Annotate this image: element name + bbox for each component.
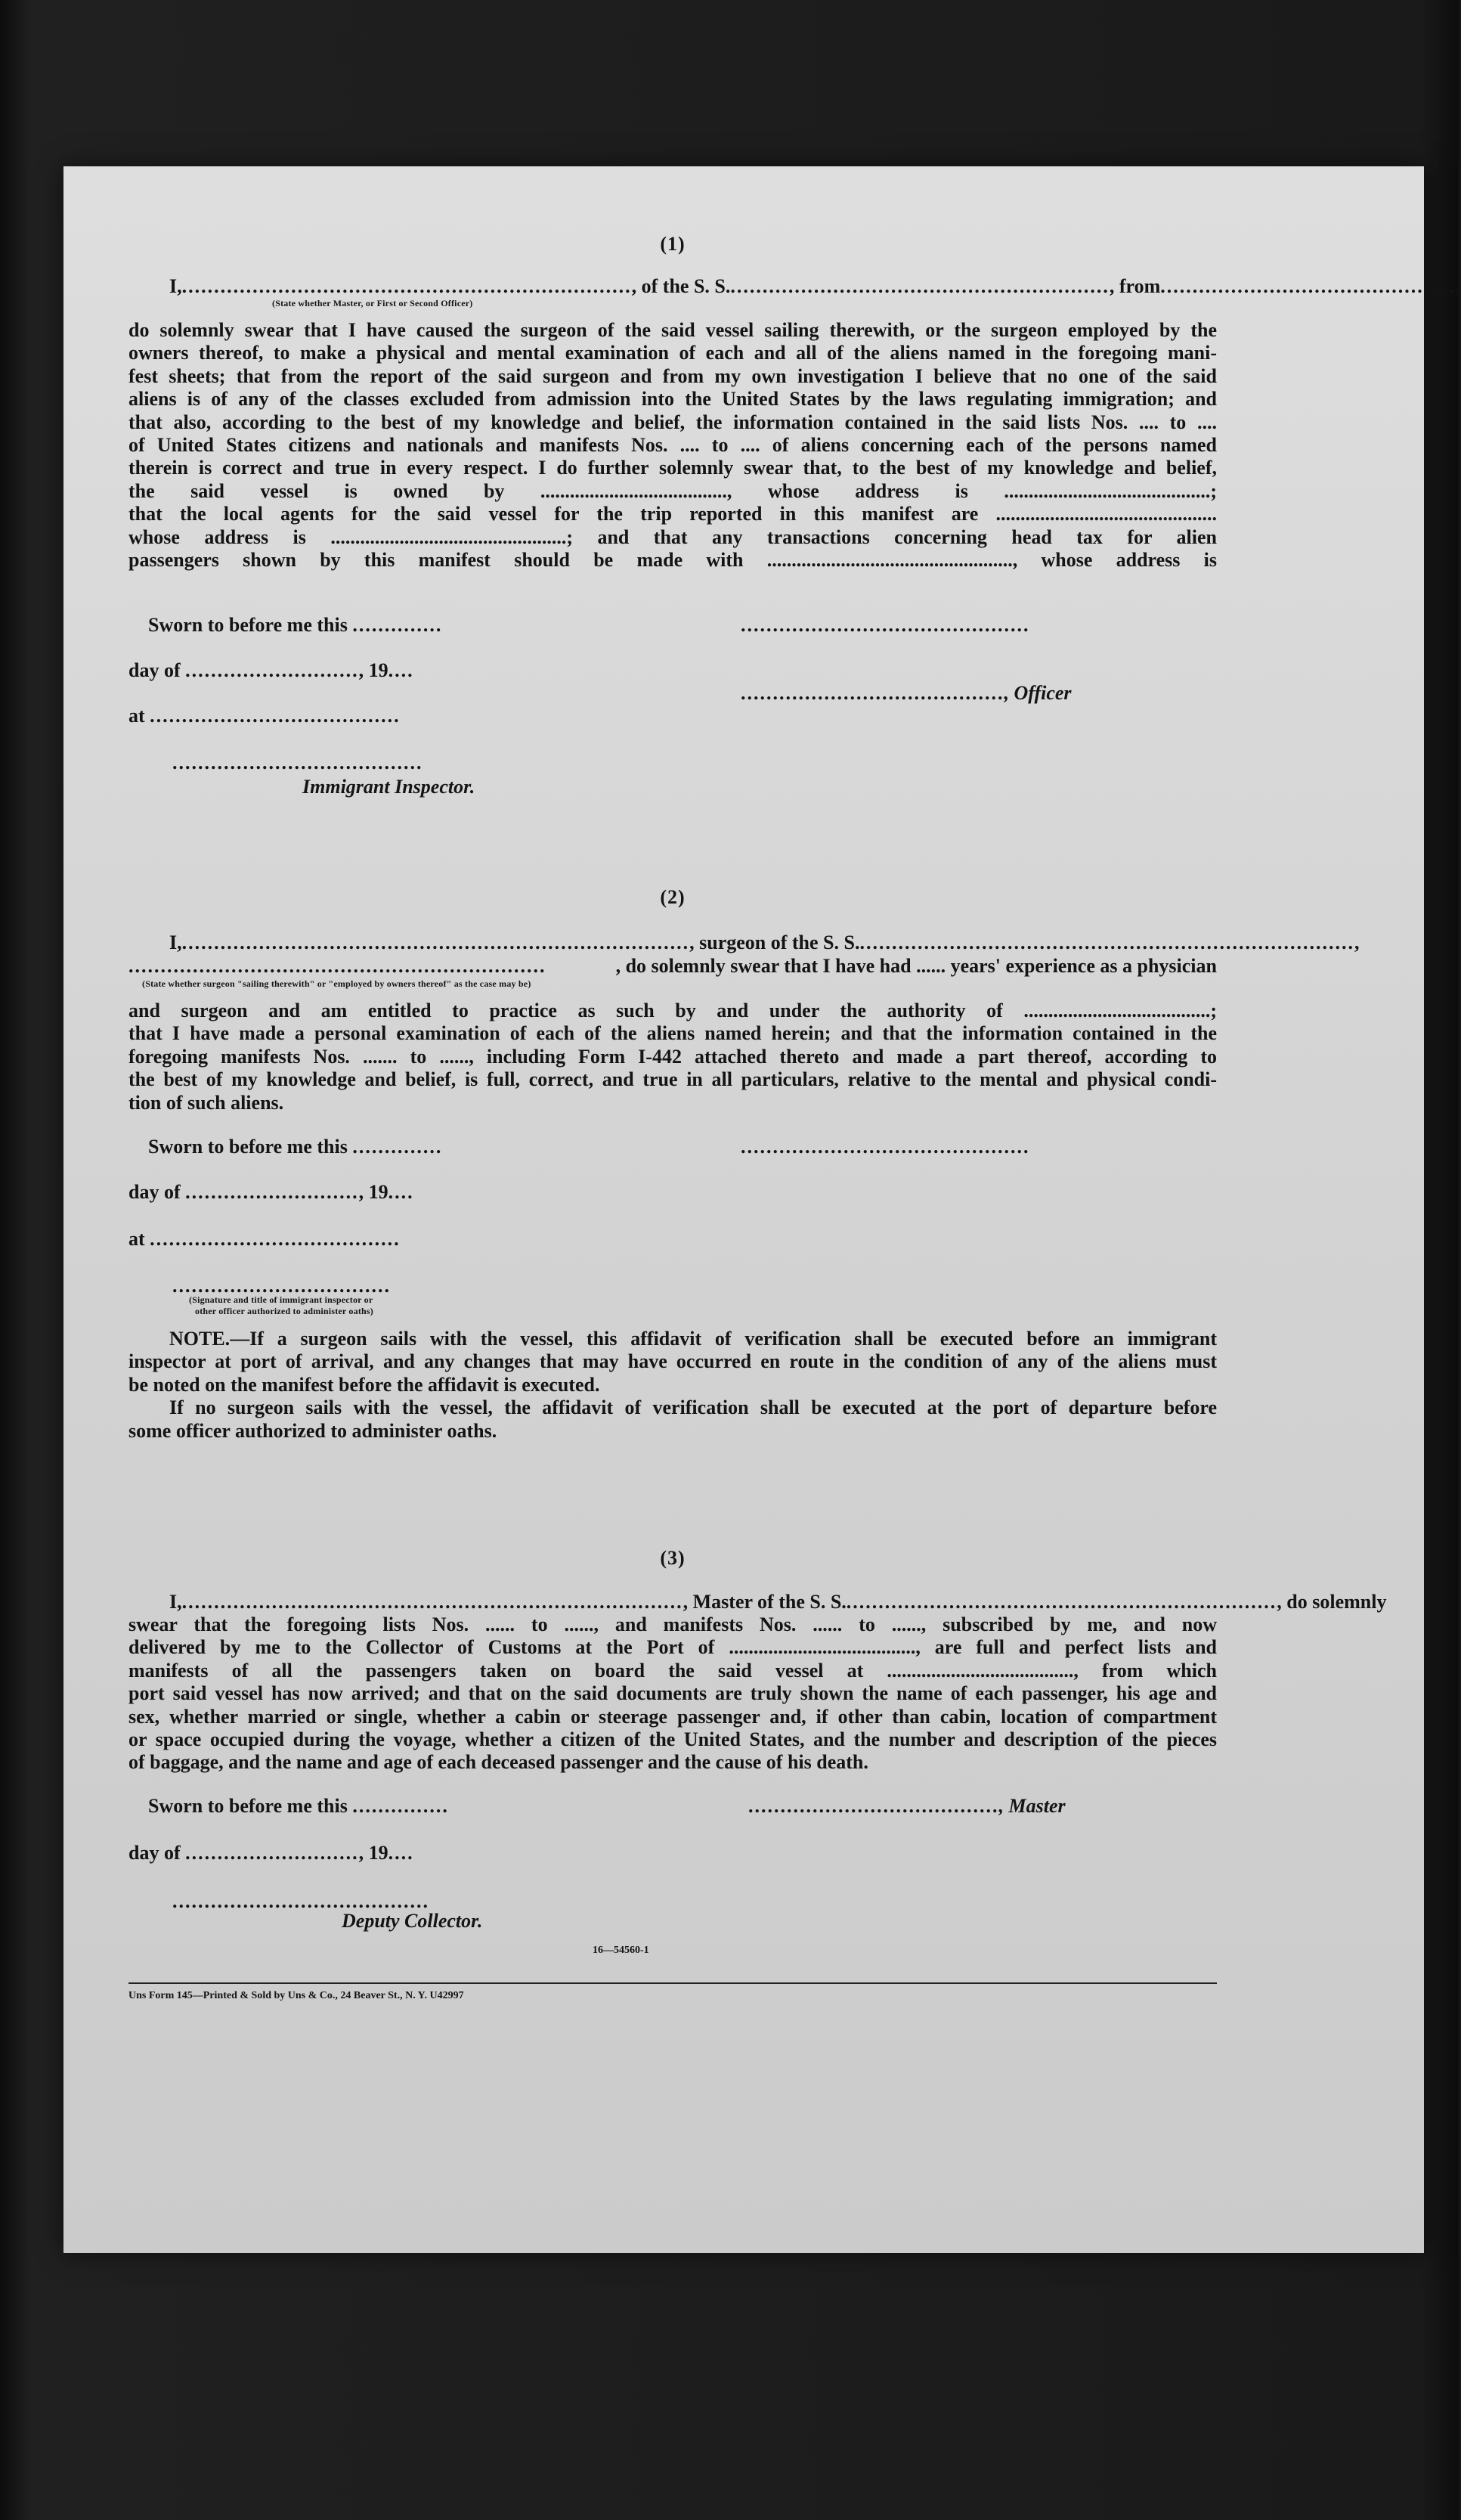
note-line: If no surgeon sails with the vessel, the affidavit of verification shall be executed at the port of departure before: [169, 1396, 1217, 1419]
oath-line: foregoing manifests Nos. ....... to ......, including Form I-442 attached thereto and made a part thereof, according to: [128, 1045, 1217, 1068]
oath-line: therein is correct and true in every respect. I do further solemnly swear that, to the best of my knowledge and belief,: [128, 457, 1217, 479]
note-line: some officer authorized to administer oaths.: [128, 1419, 497, 1442]
oath-line: the said vessel is owned by ......................................, whose address is ..........................................;: [128, 479, 1217, 502]
oath-line: of United States citizens and nationals and manifests Nos. .... to .... of aliens concerning each of the persons named: [128, 434, 1217, 457]
pronoun-i: I,: [169, 275, 182, 297]
note-line: inspector at port of arrival, and any changes that may have occurred en route in the condition of any of the aliens must: [128, 1350, 1217, 1373]
of-ss-label: , of the S. S.: [631, 275, 731, 297]
section-2-opening: I, ............................................................................... , surgeon of the S. S. ............................................................................. , ................................................................. , do solemnly swear that I have had ...... years' experience as a physician (State whether surgeon "sailing therewith" or "employed by owners thereof" as the case may be): [128, 931, 1360, 989]
sworn-label: Sworn to before me this: [148, 1795, 348, 1817]
oath-line: passengers shown by this manifest should be made with .................................................., whose address is: [128, 549, 1217, 572]
oath-line: that also, according to the best of my knowledge and belief, the information contained in the said lists Nos. .... to ....: [128, 411, 1217, 433]
note-line: —If a surgeon sails with the vessel, this affidavit of verification shall be executed before an immigrant: [230, 1328, 1217, 1350]
section-2-note: [128, 1328, 1217, 1443]
surgeon-note: (State whether surgeon "sailing therewith" or "employed by owners thereof" as the case may be): [142, 978, 531, 989]
section-3: [128, 1547, 1217, 1570]
do-solemnly-label: , do solemnly: [1277, 1591, 1387, 1613]
oath-line: owners thereof, to make a physical and mental examination of each and all of the aliens named in the foregoing mani-: [128, 342, 1217, 364]
day-of-label: day of: [128, 1842, 181, 1864]
pronoun-i: I,: [169, 1591, 182, 1613]
oath-line: whose address is ................................................; and that any transactions concerning head tax for alien: [128, 525, 1217, 548]
section-1: [128, 233, 1217, 256]
from-label: , from: [1109, 275, 1161, 297]
footer-rule: [128, 1982, 1217, 1984]
oath-line: aliens is of any of the classes excluded from admission into the United States by the laws regulating immigration; and: [128, 388, 1217, 411]
oath-line: or space occupied during the voyage, whether a citizen of the United States, and the number and description of the pieces: [128, 1728, 1217, 1751]
oath-line: fest sheets; that from the report of the said surgeon and from my own investigation I believe that no one of the said: [128, 364, 1217, 387]
surgeon-swear-line: , do solemnly swear that I have had ...... years' experience as a physician: [615, 954, 1217, 977]
master-label: , Master: [998, 1795, 1066, 1817]
section-3-opening: I, .............................................................................. , Master of the S. S. ................................................................... , do solemnly: [128, 1591, 1217, 1614]
oath-line: port said vessel has now arrived; and that on the said documents are truly shown the name of each passenger, his age and: [128, 1682, 1217, 1705]
sworn-label: Sworn to before me this: [148, 1136, 348, 1158]
officer-label: , Officer: [1004, 682, 1072, 704]
day-of-label: day of: [128, 1181, 181, 1203]
signature-note: (Signature and title of immigrant inspector or: [189, 1294, 373, 1305]
year-prefix: , 19: [358, 659, 388, 681]
at-label: at: [128, 1228, 145, 1250]
pronoun-i: I,: [169, 931, 182, 953]
signature-note: other officer authorized to administer oaths): [195, 1306, 373, 1316]
section-2-oath: [128, 1000, 1217, 1114]
note-line: be noted on the manifest before the affidavit is executed.: [128, 1373, 600, 1396]
oath-line: that I have made a personal examination of each of the aliens named herein; and that the information contained in the: [128, 1022, 1217, 1045]
oath-line: the best of my knowledge and belief, is full, correct, and true in all particulars, relative to the mental and physical condi-: [128, 1068, 1217, 1091]
oath-line: swear that the foregoing lists Nos. ...... to ......, and manifests Nos. ...... to ......, subscribed by me, and now: [128, 1613, 1217, 1635]
deputy-collector-label: Deputy Collector.: [342, 1910, 483, 1932]
at-label: at: [128, 705, 145, 727]
oath-line: of baggage, and the name and age of each deceased passenger and the cause of his death.: [128, 1751, 868, 1774]
form-code: 16—54560-1: [593, 1945, 649, 1956]
day-of-label: day of: [128, 659, 181, 681]
oath-line: and surgeon and am entitled to practice as such by and under the authority of ......................................;: [128, 1000, 1217, 1021]
section-1-oath: [128, 319, 1217, 572]
section-1-opening: I, ...................................................................... , of the S. S. ........................................................... , from .............................................. , (State whether Master, or First or Second Officer): [128, 275, 1217, 299]
oath-line: delivered by me to the Collector of Customs at the Port of ......................................, are full and perfect lists and: [128, 1636, 1217, 1659]
sworn-label: Sworn to before me this: [148, 614, 348, 636]
printer-imprint: Uns Form 145—Printed & Sold by Uns & Co., 24 Beaver St., N. Y. U42997: [128, 1990, 464, 2001]
year-prefix: , 19: [358, 1842, 388, 1864]
section-3-oath: [128, 1613, 1217, 1775]
year-prefix: , 19: [358, 1181, 388, 1203]
oath-line: sex, whether married or single, whether a cabin or steerage passenger and, if other than cabin, location of compartment: [128, 1705, 1217, 1728]
immigrant-inspector-label: Immigrant Inspector.: [302, 776, 475, 798]
note-label: NOTE.: [169, 1328, 231, 1350]
section-2: [128, 886, 1217, 909]
section-number: (1): [660, 233, 686, 255]
section-number: (3): [660, 1547, 686, 1569]
section-number: (2): [660, 886, 686, 908]
oath-line: do solemnly swear that I have caused the surgeon of the said vessel sailing therewith, or the surgeon employed by the: [128, 319, 1217, 341]
master-of-ss-label: , Master of the S. S.: [683, 1591, 847, 1613]
oath-line: tion of such aliens.: [128, 1091, 284, 1114]
surgeon-of-ss-label: , surgeon of the S. S.: [689, 931, 860, 953]
officer-note: (State whether Master, or First or Second Officer): [272, 298, 473, 308]
oath-line: manifests of all the passengers taken on board the said vessel at ......................................, from which: [128, 1659, 1217, 1682]
oath-line: that the local agents for the said vessel for the trip reported in this manifest are .............................................: [128, 503, 1217, 525]
